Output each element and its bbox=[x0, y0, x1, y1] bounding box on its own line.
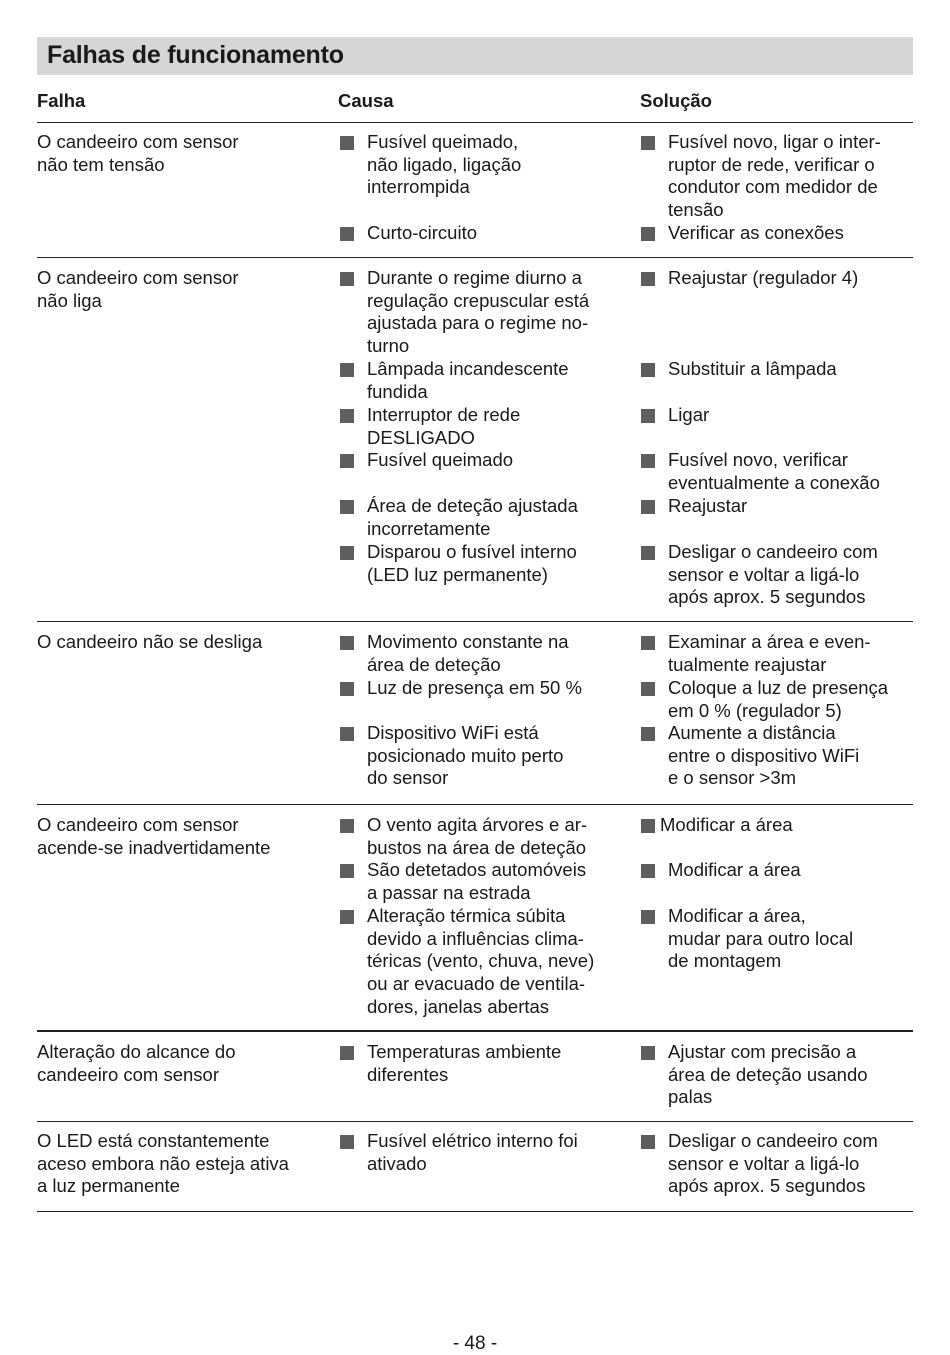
causa-text: Interruptor de rede DESLIGADO bbox=[367, 404, 521, 448]
solucao-text: Substituir a lâmpada bbox=[668, 358, 837, 379]
bullet-square-icon bbox=[641, 227, 655, 241]
solucao-text: Ligar bbox=[668, 404, 710, 425]
causa-text: Área de deteção ajustada incorretamente bbox=[367, 495, 578, 539]
causa-text: Movimento constante na área de deteção bbox=[367, 631, 569, 675]
bullet-square-icon bbox=[641, 1046, 655, 1060]
bullet-square-icon bbox=[641, 727, 655, 741]
row-divider bbox=[37, 257, 913, 258]
column-header-falha: Falha bbox=[37, 90, 86, 111]
solucao-text: Modificar a área bbox=[668, 859, 801, 880]
solucao-text: Modificar a área bbox=[660, 814, 793, 835]
solucao-text: Fusível novo, verificar eventualmente a conexão bbox=[668, 449, 880, 493]
row-divider bbox=[37, 1121, 913, 1122]
bullet-square-icon bbox=[340, 727, 354, 741]
bullet-square-icon bbox=[340, 910, 354, 924]
falha-text: O candeeiro com sensor não tem tensão bbox=[37, 131, 239, 175]
causa-text: Fusível queimado bbox=[367, 449, 514, 470]
solucao-text: Aumente a distância entre o dispositivo WiFi e o sensor >3m bbox=[668, 722, 860, 789]
bullet-square-icon bbox=[641, 454, 655, 468]
causa-text: Lâmpada incandescente fundida bbox=[367, 358, 569, 402]
column-header-solucao: Solução bbox=[640, 90, 712, 111]
bullet-square-icon bbox=[641, 136, 655, 150]
bullet-square-icon bbox=[340, 454, 354, 468]
section-title-bar bbox=[37, 37, 913, 75]
header-divider bbox=[37, 122, 913, 123]
bullet-square-icon bbox=[340, 363, 354, 377]
bullet-square-icon bbox=[340, 500, 354, 514]
bullet-square-icon bbox=[340, 546, 354, 560]
section-title: Falhas de funcionamento bbox=[47, 41, 344, 69]
solucao-text: Fusível novo, ligar o inter- ruptor de rede, verificar o condutor com medidor de tensão bbox=[668, 131, 881, 221]
page-number: - 48 - bbox=[452, 1333, 498, 1354]
falha-text: O candeeiro com sensor não liga bbox=[37, 267, 239, 311]
solucao-text: Reajustar (regulador 4) bbox=[668, 267, 859, 288]
solucao-text: Ajustar com precisão a área de deteção usando palas bbox=[668, 1041, 868, 1108]
solucao-text: Modificar a área, mudar para outro local de montagem bbox=[668, 905, 854, 972]
falha-text: Alteração do alcance do candeeiro com sensor bbox=[37, 1041, 236, 1085]
causa-text: Disparou o fusível interno (LED luz permanente) bbox=[367, 541, 577, 585]
bullet-square-icon bbox=[340, 819, 354, 833]
falha-text: O candeeiro com sensor acende-se inadvertidamente bbox=[37, 814, 271, 858]
falha-text: O candeeiro não se desliga bbox=[37, 631, 263, 652]
causa-text: Dispositivo WiFi está posicionado muito perto do sensor bbox=[367, 722, 564, 789]
bullet-square-icon bbox=[340, 682, 354, 696]
bullet-square-icon bbox=[641, 1135, 655, 1149]
falha-text: O LED está constantemente aceso embora não esteja ativa a luz permanente bbox=[37, 1130, 289, 1197]
bullet-square-icon bbox=[641, 864, 655, 878]
bullet-square-icon bbox=[340, 136, 354, 150]
bullet-square-icon bbox=[641, 363, 655, 377]
solucao-text: Desligar o candeeiro com sensor e voltar a ligá-lo após aprox. 5 segundos bbox=[668, 1130, 878, 1197]
bullet-square-icon bbox=[641, 409, 655, 423]
causa-text: Durante o regime diurno a regulação crepuscular está ajustada para o regime no- turno bbox=[367, 267, 590, 357]
bullet-square-icon bbox=[641, 819, 655, 833]
bullet-square-icon bbox=[340, 1046, 354, 1060]
solucao-text: Examinar a área e even- tualmente reajustar bbox=[668, 631, 871, 675]
bullet-square-icon bbox=[340, 1135, 354, 1149]
column-header-causa: Causa bbox=[338, 90, 394, 111]
causa-text: O vento agita árvores e ar- bustos na área de deteção bbox=[367, 814, 588, 858]
bullet-square-icon bbox=[641, 546, 655, 560]
bullet-square-icon bbox=[641, 682, 655, 696]
bullet-square-icon bbox=[641, 272, 655, 286]
causa-text: Alteração térmica súbita devido a influências clima- téricas (vento, chuva, neve) ou ar evacuado de ventila- dores, janelas abertas bbox=[367, 905, 595, 1017]
bullet-square-icon bbox=[641, 500, 655, 514]
solucao-text: Coloque a luz de presença em 0 % (regulador 5) bbox=[668, 677, 889, 721]
row-divider bbox=[37, 621, 913, 622]
row-divider bbox=[37, 1030, 913, 1032]
bullet-square-icon bbox=[340, 272, 354, 286]
causa-text: Curto-circuito bbox=[367, 222, 477, 243]
solucao-text: Reajustar bbox=[668, 495, 748, 516]
bullet-square-icon bbox=[641, 910, 655, 924]
causa-text: Fusível elétrico interno foi ativado bbox=[367, 1130, 578, 1174]
solucao-text: Verificar as conexões bbox=[668, 222, 844, 243]
causa-text: Luz de presença em 50 % bbox=[367, 677, 582, 698]
bullet-square-icon bbox=[641, 636, 655, 650]
causa-text: Fusível queimado, não ligado, ligação interrompida bbox=[367, 131, 522, 198]
causa-text: Temperaturas ambiente diferentes bbox=[367, 1041, 562, 1085]
bullet-square-icon bbox=[340, 227, 354, 241]
table-bottom-rule bbox=[37, 1211, 913, 1212]
bullet-square-icon bbox=[340, 636, 354, 650]
bullet-square-icon bbox=[340, 864, 354, 878]
bullet-square-icon bbox=[340, 409, 354, 423]
solucao-text: Desligar o candeeiro com sensor e voltar a ligá-lo após aprox. 5 segundos bbox=[668, 541, 878, 608]
causa-text: São detetados automóveis a passar na estrada bbox=[367, 859, 587, 903]
row-divider bbox=[37, 804, 913, 805]
